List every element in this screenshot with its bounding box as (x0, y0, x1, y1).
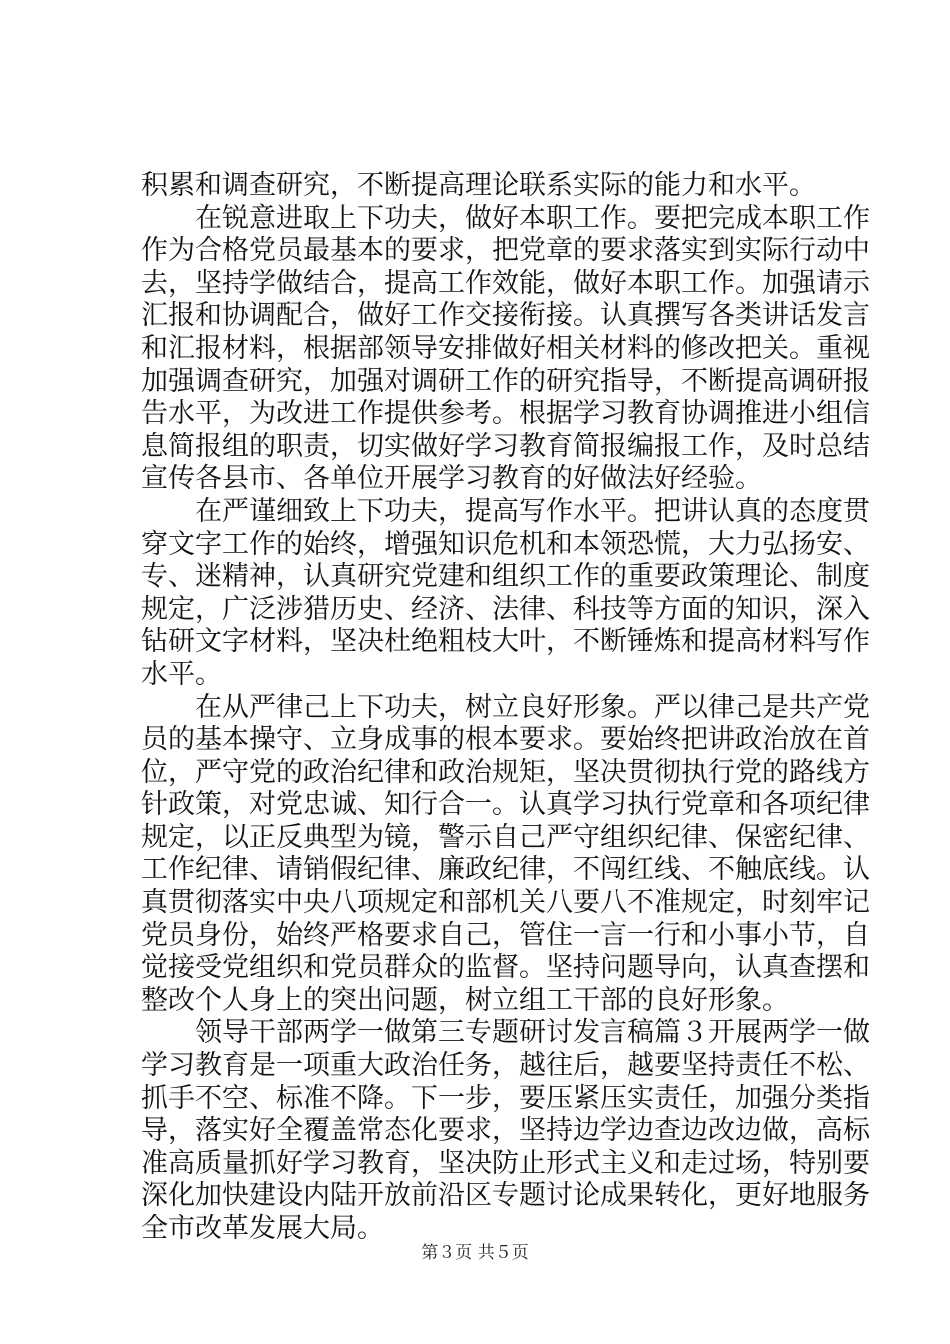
text-line: 去，坚持学做结合，提高工作效能，做好本职工作。加强请示 (141, 267, 870, 299)
text-line: 整改个人身上的突出问题，树立组工干部的良好形象。 (141, 984, 789, 1016)
text-line: 员的基本操守、立身成事的根本要求。要始终把讲政治放在首 (141, 724, 870, 756)
text-line: 宣传各县市、各单位开展学习教育的好做法好经验。 (141, 463, 762, 495)
text-line: 全市改革发展大局。 (141, 1213, 384, 1244)
text-line: 积累和调查研究，不断提高理论联系实际的能力和水平。 (141, 170, 816, 201)
text-line: 觉接受党组织和党员群众的监督。坚持问题导向，认真查摆和 (141, 952, 870, 984)
text-line: 汇报和协调配合，做好工作交接衔接。认真撰写各类讲话发言 (141, 300, 870, 332)
text-line: 水平。 (141, 658, 222, 690)
text-line: 加强调查研究，加强对调研工作的研究指导，不断提高调研报 (141, 365, 870, 397)
document-body (141, 170, 870, 1246)
text-line: 工作纪律、请销假纪律、廉政纪律，不闯红线、不触底线。认 (141, 854, 870, 886)
page-number-footer: 第３页 共５页 (421, 1243, 529, 1263)
text-line: 专、迷精神，认真研究党建和组织工作的重要政策理论、制度 (141, 561, 870, 593)
text-line: 准高质量抓好学习教育，坚决防止形式主义和走过场，特别要 (141, 1147, 870, 1179)
text-line: 导，落实好全覆盖常态化要求，坚持边学边查边改边做，高标 (141, 1115, 870, 1147)
text-line: 息简报组的职责，切实做好学习教育简报编报工作，及时总结 (141, 430, 870, 462)
paragraph-start-line: 在严谨细致上下功夫，提高写作水平。把讲认真的态度贯 (195, 495, 870, 527)
paragraph-start-line: 在锐意进取上下功夫，做好本职工作。要把完成本职工作 (195, 202, 870, 234)
paragraph-start-line: 在从严律己上下功夫，树立良好形象。严以律己是共产党 (195, 691, 870, 723)
paragraph-start-line: 领导干部两学一做第三专题研讨发言稿篇３开展两学一做 (195, 1017, 870, 1049)
text-line: 穿文字工作的始终，增强知识危机和本领恐慌，大力弘扬安、 (141, 528, 870, 560)
text-line: 钻研文字材料，坚决杜绝粗枝大叶，不断锤炼和提高材料写作 (141, 626, 870, 658)
text-line: 党员身份，始终严格要求自己，管住一言一行和小事小节，自 (141, 919, 870, 951)
text-line: 真贯彻落实中央八项规定和部机关八要八不准规定，时刻牢记 (141, 887, 870, 919)
text-line: 针政策，对党忠诚、知行合一。认真学习执行党章和各项纪律 (141, 789, 870, 821)
text-line: 规定，以正反典型为镜，警示自己严守组织纪律、保密纪律、 (141, 821, 870, 853)
text-line: 作为合格党员最基本的要求，把党章的要求落实到实际行动中 (141, 235, 870, 267)
text-line: 规定，广泛涉猎历史、经济、法律、科技等方面的知识，深入 (141, 593, 870, 625)
text-line: 学习教育是一项重大政治任务，越往后，越要坚持责任不松、 (141, 1050, 870, 1082)
text-line: 抓手不空、标准不降。下一步，要压紧压实责任，加强分类指 (141, 1082, 870, 1114)
text-line: 位，严守党的政治纪律和政治规矩，坚决贯彻执行党的路线方 (141, 756, 870, 788)
text-line: 告水平，为改进工作提供参考。根据学习教育协调推进小组信 (141, 398, 870, 430)
text-line: 和汇报材料，根据部领导安排做好相关材料的修改把关。重视 (141, 332, 870, 364)
text-line: 深化加快建设内陆开放前沿区专题讨论成果转化，更好地服务 (141, 1180, 870, 1212)
